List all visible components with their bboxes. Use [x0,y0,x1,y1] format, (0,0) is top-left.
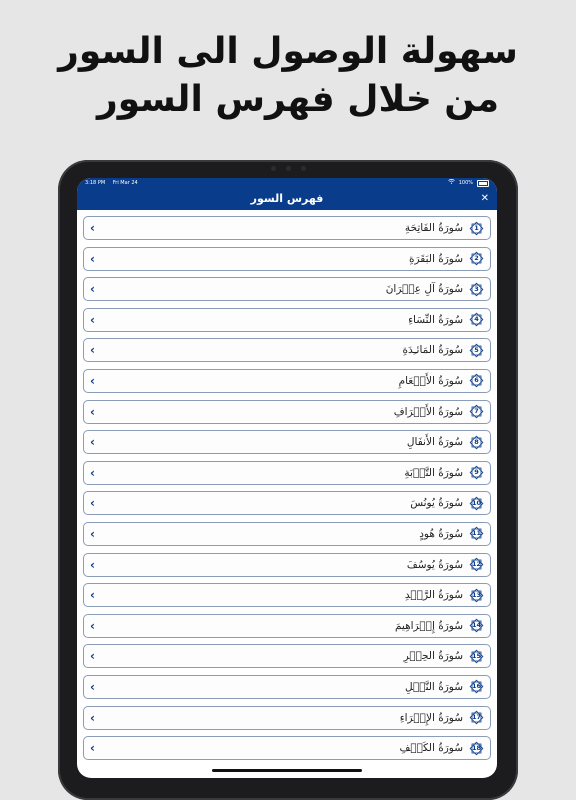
sura-list-item[interactable] [83,338,491,362]
sura-number-badge [469,741,484,756]
chevron-left-icon: ‹ [90,618,95,633]
sura-name: سُورَةُ المَائـِدَةِ [402,344,463,357]
sura-number: 5 [474,345,479,354]
chevron-left-icon: ‹ [90,649,95,664]
wifi-icon [448,178,455,188]
sura-number: 1 [474,223,479,232]
sura-label-group [405,221,484,236]
sura-list-item[interactable] [83,308,491,332]
chevron-left-icon: ‹ [90,251,95,266]
marketing-headline [0,28,576,124]
sura-name: سُورَةُ يُونُسَ [410,497,463,510]
sura-name: سُورَةُ الأَنۡعَامِ [398,374,463,387]
sura-number-badge [469,649,484,664]
sura-number: 4 [474,315,479,324]
sura-name: سُورَةُ البَقَرَةِ [408,252,463,265]
chevron-left-icon: ‹ [90,221,95,235]
sura-list-item[interactable] [83,553,491,577]
sura-number-badge [469,496,484,511]
sura-label-group [408,312,484,327]
sura-name: سُورَةُ الرَّعۡدِ [404,589,463,602]
sura-number-badge [469,588,484,603]
sura-number-badge [469,282,484,297]
sura-label-group [419,526,484,541]
sura-name: سُورَةُ الفَاتِحَةِ [404,222,463,234]
chevron-left-icon: ‹ [90,557,95,572]
chevron-left-icon: ‹ [90,282,95,297]
sura-name: سُورَةُ الكَهۡفِ [399,742,463,755]
chevron-left-icon: ‹ [90,404,95,419]
sura-number: 10 [471,498,482,507]
chevron-left-icon: ‹ [90,679,95,694]
sura-name: سُورَةُ النِّسَاءِ [408,313,463,326]
chevron-left-icon: ‹ [90,373,95,388]
sura-label-group [407,435,484,450]
sura-list-item[interactable] [83,491,491,515]
sura-number-badge [469,435,484,450]
sura-number: 11 [471,529,482,538]
sura-number: 2 [474,254,479,263]
sura-list-item[interactable] [83,400,491,424]
sura-list-item[interactable] [83,706,491,730]
sura-number-badge [469,557,484,572]
sura-list [77,210,497,760]
sura-name: سُورَةُ الأَنفَالِ [406,436,463,449]
title-bar [77,188,497,210]
chevron-left-icon: ‹ [90,588,95,603]
sura-number: 14 [471,621,482,630]
status-bar [77,178,497,188]
sura-list-item[interactable] [83,614,491,638]
sura-number: 8 [474,437,479,446]
sura-number-badge [469,251,484,266]
chevron-left-icon: ‹ [90,526,95,541]
sura-label-group [404,649,484,664]
sura-number-badge [469,526,484,541]
sura-number-badge [469,373,484,388]
headline-line-2: من خلال فهرس السور [97,79,499,120]
sura-name: سُورَةُ يُوسُفَ [406,558,463,571]
sura-number-badge [469,618,484,633]
sura-number: 15 [471,651,482,660]
sura-number-badge [469,465,484,480]
sura-list-item[interactable] [83,247,491,271]
sura-name: سُورَةُ الإِسۡرَاءِ [399,711,463,724]
chevron-left-icon: ‹ [90,496,95,511]
sura-list-item[interactable] [83,583,491,607]
sura-name: سُورَةُ النَّحۡلِ [405,680,463,693]
sura-list-item[interactable] [83,369,491,393]
sura-name: سُورَةُ الأَعۡرَافِ [393,405,463,418]
sura-number: 16 [471,682,482,691]
status-time: 3:18 PM [85,180,106,186]
sura-number-badge [469,710,484,725]
sura-number-badge [469,312,484,327]
sura-label-group [400,710,484,725]
chevron-left-icon: ‹ [90,741,95,756]
sura-number: 7 [474,407,479,416]
chevron-left-icon: ‹ [90,465,95,480]
sura-label-group [405,588,484,603]
sura-list-item[interactable] [83,216,491,240]
sura-list-item[interactable] [83,522,491,546]
sura-list-item[interactable] [83,461,491,485]
sura-name: سُورَةُ آلِ عِمۡرَانَ [385,283,463,296]
sura-list-item[interactable] [83,277,491,301]
sura-name: سُورَةُ التَّوۡبَةِ [404,466,463,479]
sura-list-item[interactable] [83,644,491,668]
chevron-left-icon: ‹ [90,312,95,327]
sura-number-badge [469,343,484,358]
app-screen [77,178,497,778]
sura-label-group [402,343,484,358]
sura-number: 17 [471,713,482,721]
sura-label-group [409,251,484,266]
sura-number-badge [469,221,484,236]
headline-line-1: سهولة الوصول الى السور [58,31,518,72]
sura-label-group [407,557,484,572]
sura-name: سُورَةُ هُودٍ [419,527,463,540]
status-date: Fri Mar 24 [112,180,138,186]
camera-dots [58,166,518,171]
sura-label-group [394,404,484,419]
sura-number-badge [469,404,484,419]
sura-label-group [395,618,484,633]
sura-list-item[interactable] [83,675,491,699]
sura-label-group [404,465,484,480]
sura-number: 18 [471,743,482,752]
sura-label-group [386,282,484,297]
page-title: فهرس السور [250,192,324,205]
sura-label-group [399,373,484,388]
sura-number: 12 [471,560,482,569]
close-button[interactable]: ✕ [480,193,489,204]
sura-label-group [405,679,484,694]
chevron-left-icon: ‹ [90,343,95,358]
sura-number: 9 [474,468,479,477]
sura-list-item[interactable] [83,736,491,760]
sura-label-group [399,741,484,756]
sura-number: 6 [474,376,479,385]
chevron-left-icon: ‹ [90,435,95,450]
sura-name: سُورَةُ الحِجۡرِ [403,650,463,663]
sura-number: 3 [474,284,479,293]
sura-name: سُورَةُ إِبۡرَاهِيمَ [394,619,463,632]
battery-icon [477,180,489,187]
battery-percent: 100% [458,180,473,186]
sura-number: 13 [471,590,482,599]
sura-list-item[interactable] [83,430,491,454]
tablet-frame [58,160,518,800]
sura-number-badge [469,679,484,694]
home-indicator [212,769,362,772]
sura-label-group [410,496,484,511]
chevron-left-icon: ‹ [90,710,95,725]
